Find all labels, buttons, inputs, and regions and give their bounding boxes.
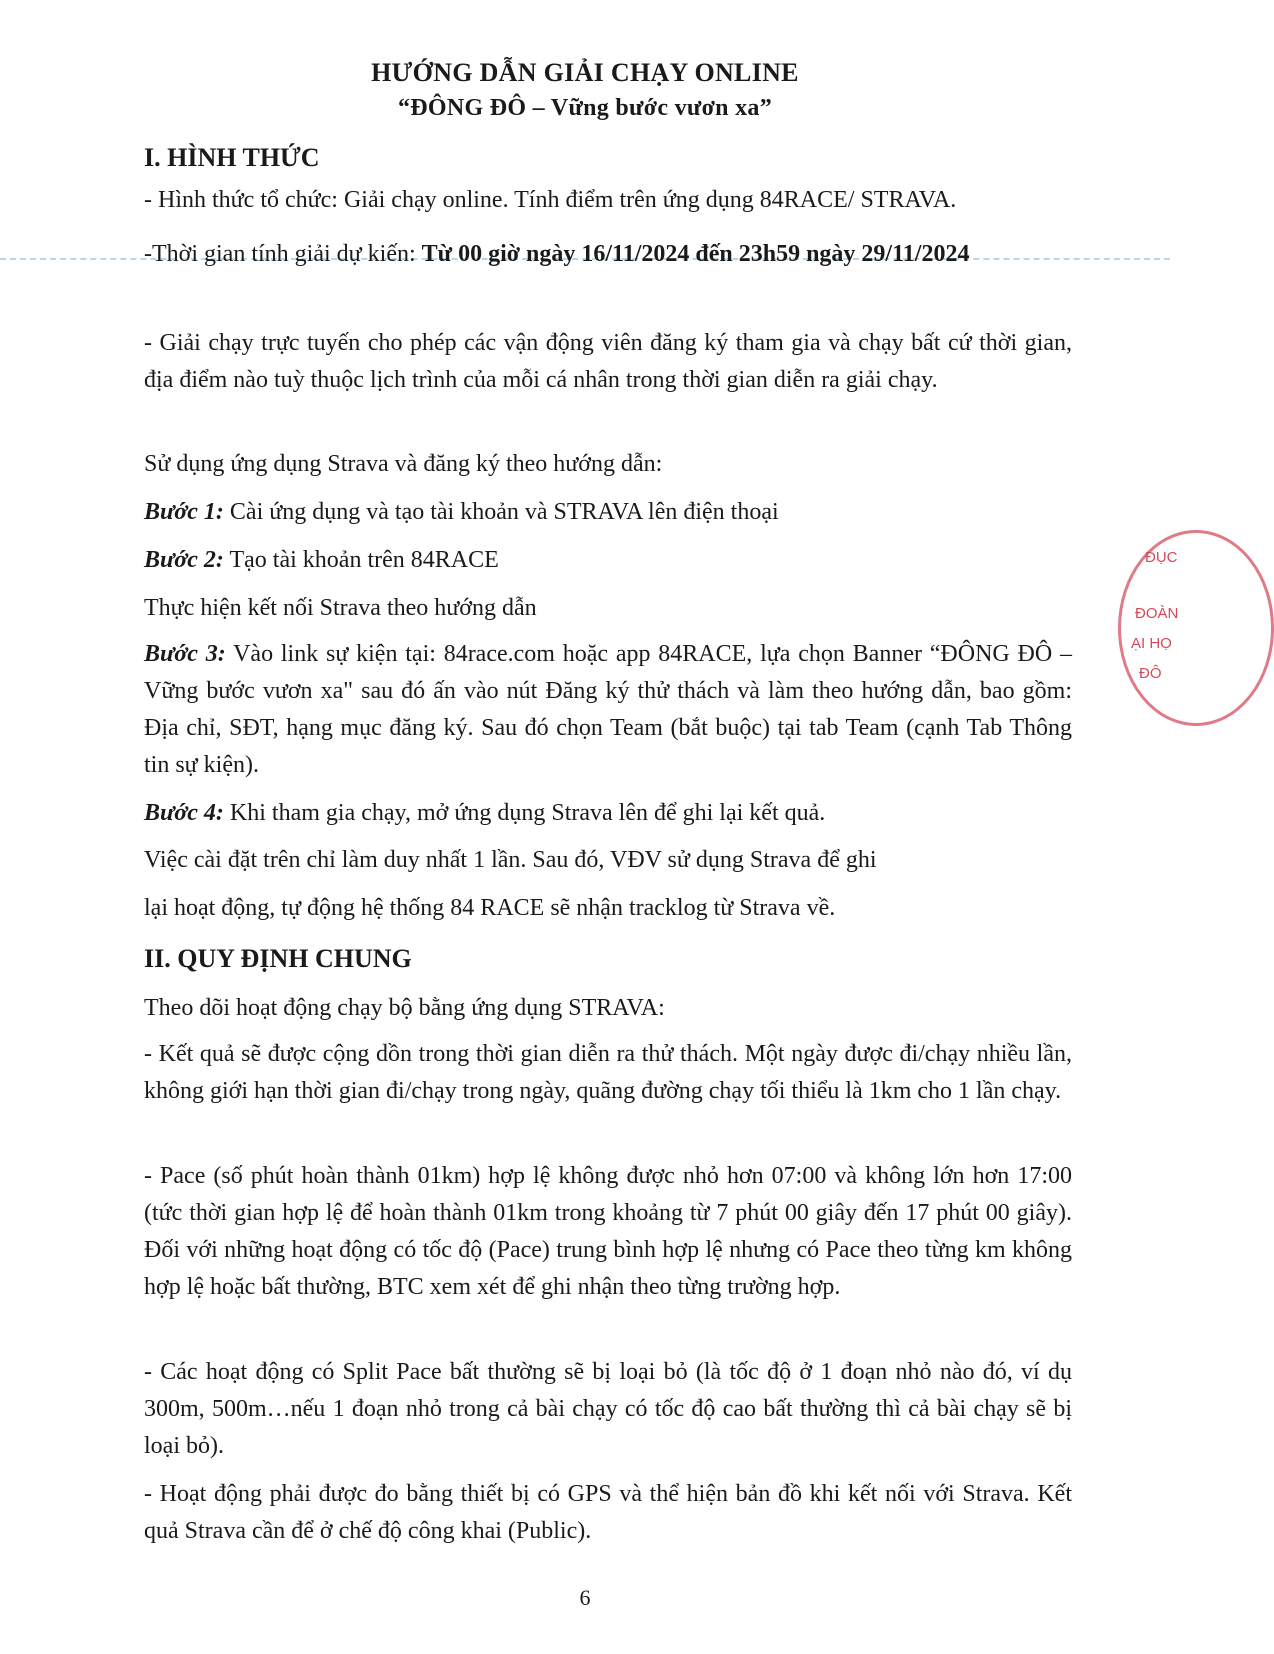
setup-line-2: lại hoạt động, tự động hệ thống 84 RACE sẽ nhận tracklog từ Strava về. xyxy=(144,895,836,921)
step-4-label: Bước 4: xyxy=(144,800,224,826)
time-value: Từ 00 giờ ngày 16/11/2024 đến 23h59 ngày 29/11/2024 xyxy=(421,241,970,267)
step-4-text: Khi tham gia chạy, mở ứng dụng Strava lên để ghi lại kết quả. xyxy=(223,800,826,826)
step-1-text: Cài ứng dụng và tạo tài khoản và STRAVA lên điện thoại xyxy=(223,499,779,525)
stamp-text-4: ĐÔ xyxy=(1139,665,1162,682)
setup-line-1: Việc cài đặt trên chỉ làm duy nhất 1 lần. Sau đó, VĐV sử dụng Strava để ghi xyxy=(144,847,877,873)
usage-line: Sử dụng ứng dụng Strava và đăng ký theo hướng dẫn: xyxy=(144,451,663,477)
online-paragraph: - Giải chạy trực tuyến cho phép các vận động viên đăng ký tham gia và chạy bất cứ thời gian, địa điểm nào tuỳ thuộc lịch trình của mỗi cá nhân trong thời gian diễn ra giải chạy. xyxy=(144,330,1072,393)
section-2-heading: II. QUY ĐỊNH CHUNG xyxy=(144,944,412,973)
step-3-label: Bước 3: xyxy=(144,641,226,667)
rule-4: - Hoạt động phải được đo bằng thiết bị có GPS và thể hiện bản đồ khi kết nối với Strava. Kết quả Strava cần để ở chế độ công khai (Public). xyxy=(144,1481,1072,1544)
document-title: HƯỚNG DẪN GIẢI CHẠY ONLINE xyxy=(371,58,799,87)
step-1-label: Bước 1: xyxy=(144,499,224,525)
step-4 xyxy=(144,795,825,832)
red-seal-stamp xyxy=(1118,530,1274,726)
step-2 xyxy=(144,542,499,579)
step-2-label: Bước 2: xyxy=(144,547,224,573)
step-2-text: Tạo tài khoản trên 84RACE xyxy=(223,547,499,573)
step-1 xyxy=(144,494,779,531)
time-label: -Thời gian tính giải dự kiến: xyxy=(144,241,422,267)
time-paragraph xyxy=(144,236,1072,273)
stamp-text-3: ẠI HỌ xyxy=(1131,635,1172,652)
format-paragraph: - Hình thức tổ chức: Giải chạy online. Tính điểm trên ứng dụng 84RACE/ STRAVA. xyxy=(144,187,957,213)
stamp-text-2: ĐOÀN xyxy=(1135,605,1179,622)
rule-1: - Kết quả sẽ được cộng dồn trong thời gian diễn ra thử thách. Một ngày được đi/chạy nhiều lần, không giới hạn thời gian đi/chạy trong ngày, quãng đường chạy tối thiểu là 1km cho 1 lần chạy. xyxy=(144,1041,1072,1104)
section-1-heading: I. HÌNH THỨC xyxy=(144,143,320,172)
document-subtitle: “ĐÔNG ĐÔ – Vững bước vươn xa” xyxy=(397,95,773,121)
step-3 xyxy=(144,636,1072,784)
step-3-text: Vào link sự kiện tại: 84race.com hoặc app 84RACE, lựa chọn Banner “ĐÔNG ĐÔ – Vững bước vươn xa" sau đó ấn vào nút Đăng ký thử thách và làm theo hướng dẫn, bao gồm: Địa chỉ, SĐT, hạng mục đăng ký. Sau đó chọn Team (bắt buộc) tại tab Team (cạnh Tab Thông tin sự kiện). xyxy=(144,641,1073,778)
rule-3: - Các hoạt động có Split Pace bất thường sẽ bị loại bỏ (là tốc độ ở 1 đoạn nhỏ nào đó, ví dụ 300m, 500m…nếu 1 đoạn nhỏ trong cả bài chạy có tốc độ cao bất thường thì cả bài chạy sẽ bị loại bỏ). xyxy=(144,1359,1072,1459)
stamp-text-1: ĐỤC xyxy=(1145,549,1178,566)
rule-2: - Pace (số phút hoàn thành 01km) hợp lệ không được nhỏ hơn 07:00 và không lớn hơn 17:00 (tức thời gian hợp lệ để hoàn thành 01km trong khoảng từ 7 phút 00 giây đến 17 phút 00 giây). Đối với những hoạt động có tốc độ (Pace) trung bình hợp lệ nhưng có Pace theo từng km không hợp lệ hoặc bất thường, BTC xem xét để ghi nhận theo từng trường hợp. xyxy=(144,1163,1072,1300)
rules-intro: Theo dõi hoạt động chạy bộ bằng ứng dụng STRAVA: xyxy=(144,995,665,1021)
page-number: 6 xyxy=(579,1585,591,1610)
connect-line: Thực hiện kết nối Strava theo hướng dẫn xyxy=(144,595,537,621)
